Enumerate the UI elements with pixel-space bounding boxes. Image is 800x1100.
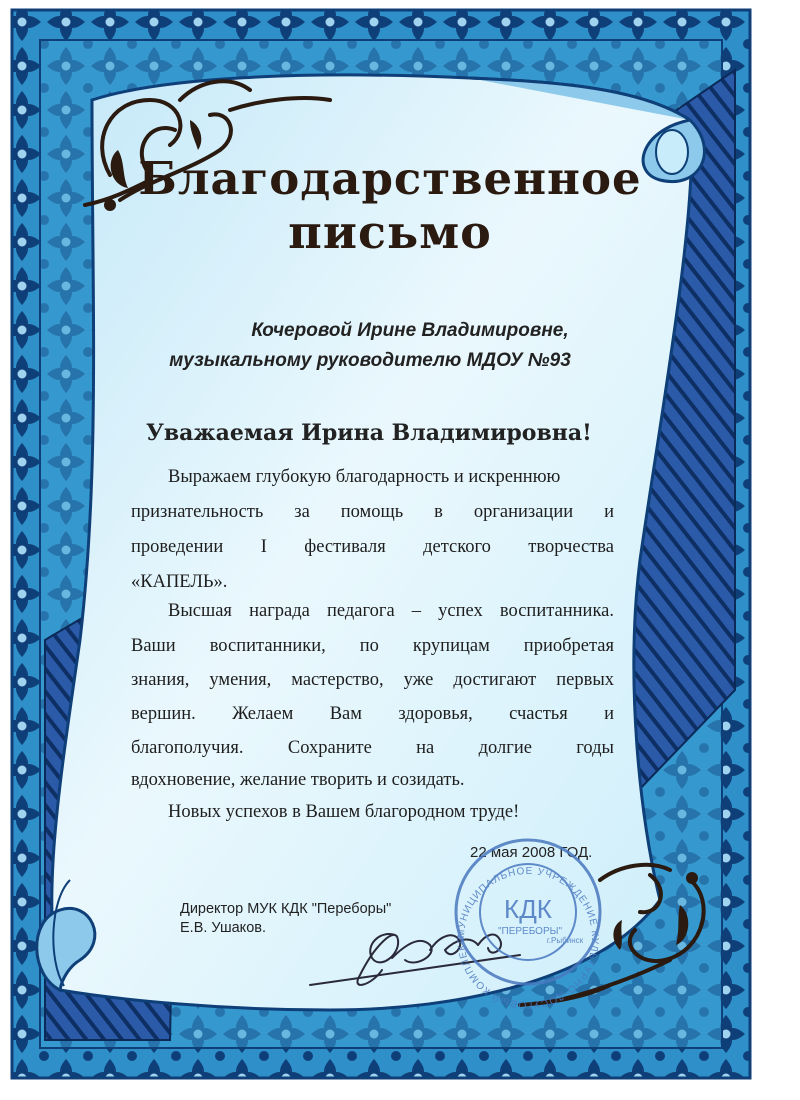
stamp-center: КДК (504, 894, 552, 924)
paragraph-2-line-5: благополучия. Сохраните на долгие годы (131, 738, 614, 758)
paragraph-2-line-6: вдохновение, желание творить и созидать. (131, 770, 465, 790)
paragraph-1-line-4: «КАПЕЛЬ». (131, 572, 228, 592)
title-line-2: письмо (288, 205, 492, 259)
paragraph-3: Новых успехов в Вашем благородном труде! (168, 802, 520, 822)
paragraph-2-line-1: Высшая награда педагога – успех воспитанника. (168, 601, 614, 621)
recipient-position: музыкальному руководителю МДОУ №93 (169, 350, 571, 371)
paragraph-1-line-1: Выражаем глубокую благодарность и искреннюю (168, 467, 561, 487)
signatory-name: Е.В. Ушаков. (180, 920, 266, 936)
paragraph-1-line-2: признательность за помощь в организации и (131, 502, 614, 522)
date: 22 мая 2008 ГОД. (470, 844, 593, 861)
paragraph-2-line-3: знания, умения, мастерство, уже достигают первых (131, 670, 614, 690)
paragraph-2-line-4: вершин. Желаем Вам здоровья, счастья и (131, 704, 614, 724)
recipient-name: Кочеровой Ирине Владимировне, (251, 320, 569, 341)
paragraph-1-line-3: проведении I фестиваля детского творчества (131, 537, 614, 557)
title-line-1: Благодарственное (138, 152, 642, 205)
stamp-sub: "ПЕРЕБОРЫ" (497, 926, 563, 937)
greeting: Уважаемая Ирина Владимировна! (146, 420, 592, 446)
paragraph-2-line-2: Ваши воспитанники, по крупицам приобретая (131, 636, 614, 656)
stamp-city: г.Рыбинск (546, 936, 584, 945)
stamp-ring-text: МУНИЦИПАЛЬНОЕ УЧРЕЖДЕНИЕ КУЛЬТУРНО-ДОСУГОВЫЙ КОМПЛЕКС (455, 865, 601, 1011)
signatory-position: Директор МУК КДК "Переборы" (180, 901, 392, 917)
